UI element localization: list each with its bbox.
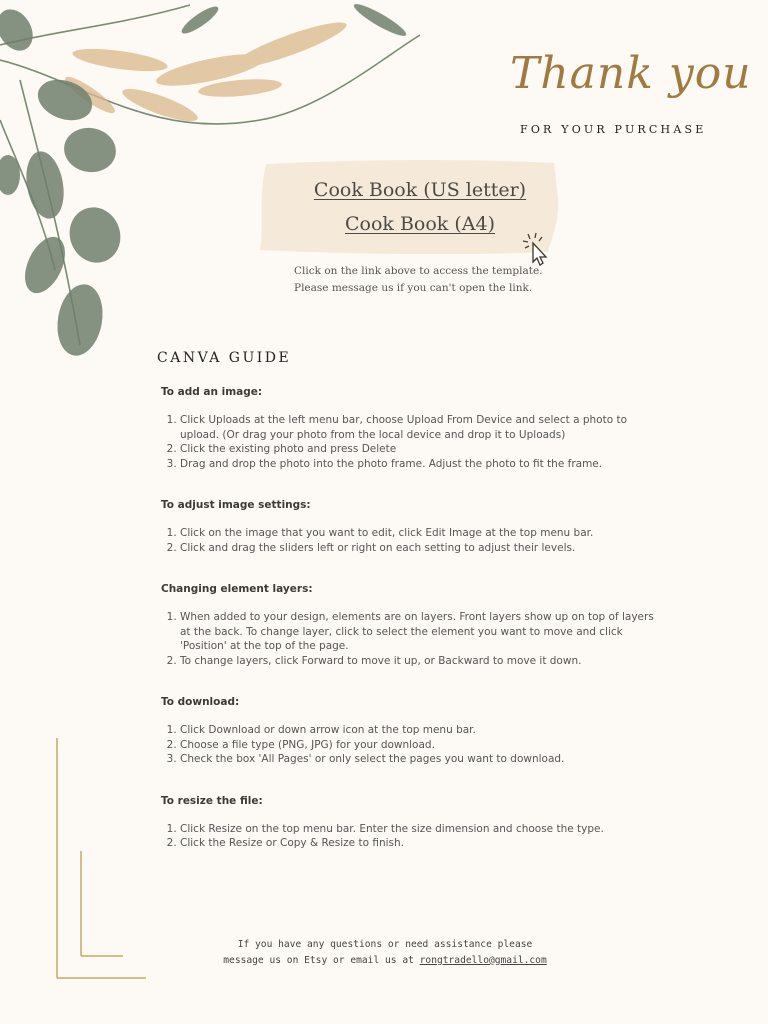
list-item: 2. Choose a file type (PNG, JPG) for your download. [180,738,661,753]
list-item: 3. Drag and drop the photo into the photo frame. Adjust the photo to fit the frame. [180,457,661,472]
link-instructions [294,263,574,297]
list-item: 1. Click Download or down arrow icon at the top menu bar. [180,723,661,738]
section-heading: To adjust image settings: [161,499,311,511]
canva-guide [161,386,661,879]
purchase-subtitle: FOR YOUR PURCHASE [520,123,707,136]
note-line: Please message us if you can't open the link. [294,282,533,294]
section-heading: To download: [161,696,240,708]
guide-section-resize [161,795,661,851]
contact-footer [160,937,610,968]
footer-line: If you have any questions or need assistance please [237,939,533,950]
footer-line [160,953,610,969]
cook-book-us-letter-link[interactable]: Cook Book (US letter) [313,179,527,201]
list-item: 2. Click the existing photo and press Delete [180,442,661,457]
thank-you-title: Thank you [510,48,752,99]
list-item: 2. Click the Resize or Copy & Resize to finish. [180,836,661,851]
section-heading: To resize the file: [161,794,263,807]
footer-text: message us on Etsy or email us at [223,954,420,966]
section-heading: Changing element layers: [161,583,313,595]
list-item: 2. To change layers, click Forward to move it up, or Backward to move it down. [180,654,661,669]
list-item: 1. Click on the image that you want to edit, click Edit Image at the top menu bar. [180,526,661,541]
cook-book-a4-link[interactable]: Cook Book (A4) [345,213,495,235]
brush-stroke-icon [258,158,560,256]
note-line: Click on the link above to access the template. [294,265,543,277]
list-item: 3. Check the box 'All Pages' or only select the pages you want to download. [180,752,661,767]
guide-section-download [161,696,661,767]
list-item: 1. When added to your design, elements are on layers. Front layers show up on top of layers at the back. To change layer, click to select the element you want to move and click 'Position' at the top of the page. [180,610,661,654]
section-heading: To add an image: [161,386,263,398]
email-link[interactable]: rongtradello@gmail.com [419,954,547,966]
list-item: 2. Click and drag the sliders left or right on each setting to adjust their levels. [180,541,661,556]
guide-section-image-settings [161,499,661,555]
guide-section-add-image [161,386,661,471]
canva-guide-title: CANVA GUIDE [157,350,292,366]
gold-frame-icon [48,736,158,986]
click-cursor-icon [522,232,552,266]
list-item: 1. Click Uploads at the left menu bar, choose Upload From Device and select a photo to upload. (Or drag your photo from the local device and drop it to Uploads) [180,413,661,442]
list-item: 1. Click Resize on the top menu bar. Enter the size dimension and choose the type. [180,822,661,837]
guide-section-layers [161,583,661,668]
